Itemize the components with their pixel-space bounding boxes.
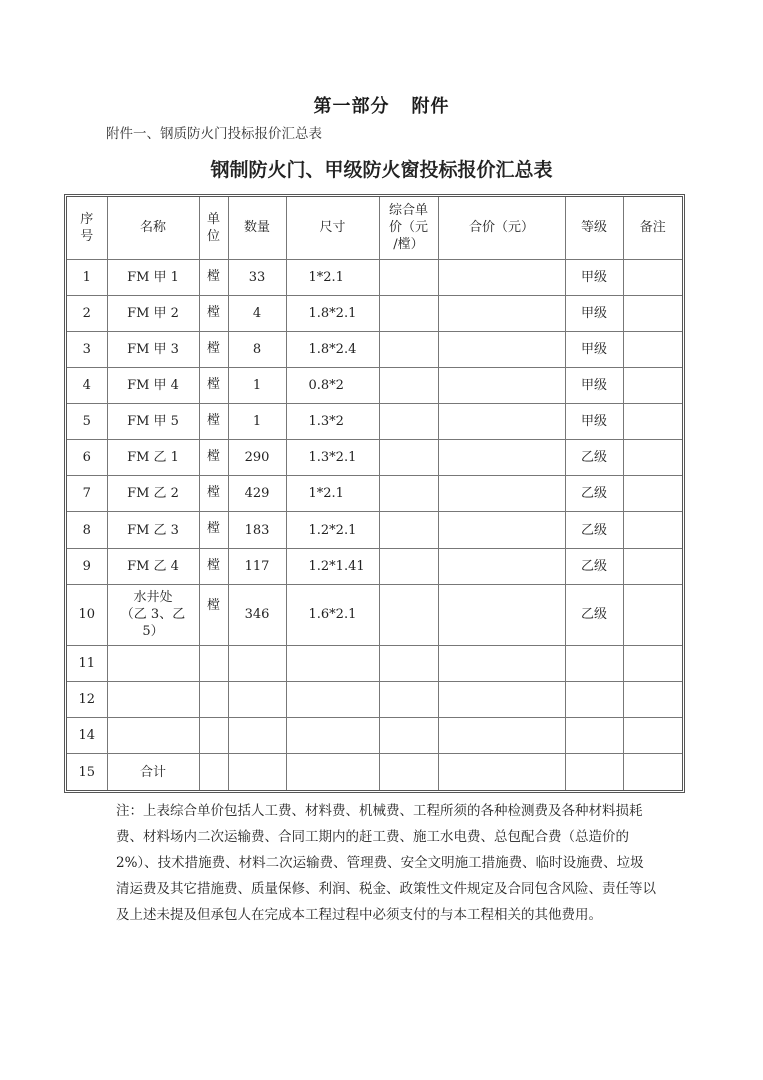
table-row <box>67 682 682 718</box>
cell-size: 1.2*2.1 <box>286 512 379 548</box>
cell-unit: 樘 <box>199 548 228 584</box>
cell-total <box>438 682 565 718</box>
cell-seq: 6 <box>67 440 107 476</box>
cell-remark <box>623 645 682 681</box>
cell-unit-price <box>379 512 438 548</box>
cell-unit-price <box>379 584 438 645</box>
cell-size: 1.3*2 <box>286 404 379 440</box>
cell-remark <box>623 259 682 295</box>
col-header-remark: 备注 <box>623 197 682 259</box>
cell-seq: 8 <box>67 512 107 548</box>
cell-unit <box>199 754 228 790</box>
cell-name: FM 甲 4 <box>107 368 199 404</box>
cell-unit: 樘 <box>199 295 228 331</box>
cell-unit: 樘 <box>199 512 228 548</box>
table-row <box>67 754 682 790</box>
cell-grade: 乙级 <box>565 584 623 645</box>
cell-name: FM 乙 2 <box>107 476 199 512</box>
cell-grade <box>565 645 623 681</box>
cell-seq: 4 <box>67 368 107 404</box>
cell-qty: 346 <box>228 584 286 645</box>
table-row <box>67 548 682 584</box>
cell-size <box>286 718 379 754</box>
cell-remark <box>623 331 682 367</box>
col-header-grade: 等级 <box>565 197 623 259</box>
cell-name: FM 乙 3 <box>107 512 199 548</box>
cell-remark <box>623 718 682 754</box>
part-title <box>0 92 763 118</box>
cell-unit-price <box>379 259 438 295</box>
cell-unit: 樘 <box>199 368 228 404</box>
cell-name <box>107 718 199 754</box>
cell-qty <box>228 754 286 790</box>
cell-unit-price <box>379 476 438 512</box>
cell-seq: 12 <box>67 682 107 718</box>
cell-unit: 樘 <box>199 440 228 476</box>
cell-grade <box>565 754 623 790</box>
cell-seq: 15 <box>67 754 107 790</box>
cell-size: 1.8*2.1 <box>286 295 379 331</box>
cell-qty: 290 <box>228 440 286 476</box>
footnote: 注：上表综合单价包括人工费、材料费、机械费、工程所须的各种检测费及各种材料损耗费、材料场内二次运输费、合同工期内的赶工费、施工水电费、总包配合费（总造价的 2%）、技术措施费、材料二次运输费、管理费、安全文明施工措施费、临时设施费、垃圾清运费及其它措施费、质量保修、利润、税金、政策性文件规定及合同包含风险、责任等以及上述未提及但承包人在完成本工程过程中必须支付的与本工程相关的其他费用。 <box>116 803 656 923</box>
cell-unit-price <box>379 368 438 404</box>
cell-grade <box>565 682 623 718</box>
cell-grade: 甲级 <box>565 295 623 331</box>
cell-remark <box>623 584 682 645</box>
cell-seq: 7 <box>67 476 107 512</box>
table-row <box>67 331 682 367</box>
cell-unit: 樘 <box>199 476 228 512</box>
cell-remark <box>623 440 682 476</box>
cell-size: 1.2*1.41 <box>286 548 379 584</box>
cell-unit-price <box>379 645 438 681</box>
cell-total <box>438 754 565 790</box>
cell-total <box>438 440 565 476</box>
col-header-seq: 序 号 <box>67 197 107 259</box>
cell-total <box>438 476 565 512</box>
cell-remark <box>623 512 682 548</box>
col-header-unit-price: 综合单 价（元 /樘） <box>379 197 438 259</box>
cell-unit-price <box>379 331 438 367</box>
cell-grade <box>565 718 623 754</box>
cell-qty: 183 <box>228 512 286 548</box>
cell-size: 1.8*2.4 <box>286 331 379 367</box>
table-row <box>67 368 682 404</box>
table-row <box>67 584 682 645</box>
col-header-name: 名称 <box>107 197 199 259</box>
cell-total <box>438 718 565 754</box>
cell-remark <box>623 404 682 440</box>
cell-unit <box>199 682 228 718</box>
cell-qty: 8 <box>228 331 286 367</box>
cell-size <box>286 754 379 790</box>
cell-qty: 1 <box>228 368 286 404</box>
cell-seq: 5 <box>67 404 107 440</box>
cell-name: FM 甲 1 <box>107 259 199 295</box>
cell-total <box>438 584 565 645</box>
cell-size <box>286 645 379 681</box>
cell-seq: 9 <box>67 548 107 584</box>
cell-total <box>438 295 565 331</box>
cell-seq: 2 <box>67 295 107 331</box>
cell-total <box>438 259 565 295</box>
cell-size: 1*2.1 <box>286 476 379 512</box>
cell-grade: 乙级 <box>565 476 623 512</box>
cell-remark <box>623 754 682 790</box>
annex-subtitle: 附件一、钢质防火门投标报价汇总表 <box>106 126 322 142</box>
cell-unit-price <box>379 440 438 476</box>
cell-seq: 11 <box>67 645 107 681</box>
col-header-total: 合价（元） <box>438 197 565 259</box>
cell-grade: 甲级 <box>565 404 623 440</box>
cell-size <box>286 682 379 718</box>
cell-name: 合计 <box>107 754 199 790</box>
cell-seq: 14 <box>67 718 107 754</box>
cell-unit-price <box>379 718 438 754</box>
cell-unit: 樘 <box>199 259 228 295</box>
cell-unit-price <box>379 548 438 584</box>
cell-unit: 樘 <box>199 404 228 440</box>
cell-unit-price <box>379 682 438 718</box>
cell-seq: 1 <box>67 259 107 295</box>
col-header-size: 尺寸 <box>286 197 379 259</box>
table-row <box>67 718 682 754</box>
cell-unit: 樘 <box>199 331 228 367</box>
part-title-right: 附件 <box>411 96 450 117</box>
cell-unit <box>199 718 228 754</box>
table-title: 钢制防火门、甲级防火窗投标报价汇总表 <box>210 159 553 181</box>
quote-summary-table <box>64 194 685 793</box>
cell-size: 1*2.1 <box>286 259 379 295</box>
cell-size: 1.6*2.1 <box>286 584 379 645</box>
cell-unit-price <box>379 754 438 790</box>
cell-seq: 10 <box>67 584 107 645</box>
col-header-qty: 数量 <box>228 197 286 259</box>
cell-qty: 4 <box>228 295 286 331</box>
cell-remark <box>623 368 682 404</box>
cell-qty: 1 <box>228 404 286 440</box>
cell-name <box>107 645 199 681</box>
table-row <box>67 440 682 476</box>
cell-qty <box>228 718 286 754</box>
cell-qty: 429 <box>228 476 286 512</box>
part-title-left: 第一部分 <box>313 96 390 117</box>
cell-name: FM 甲 5 <box>107 404 199 440</box>
cell-name <box>107 682 199 718</box>
cell-total <box>438 645 565 681</box>
cell-remark <box>623 548 682 584</box>
table-header-row <box>67 197 682 259</box>
cell-unit-price <box>379 295 438 331</box>
cell-qty: 33 <box>228 259 286 295</box>
cell-grade: 乙级 <box>565 440 623 476</box>
cell-grade: 甲级 <box>565 368 623 404</box>
cell-grade: 甲级 <box>565 259 623 295</box>
cell-total <box>438 512 565 548</box>
cell-unit: 樘 <box>199 584 228 645</box>
cell-name: FM 甲 3 <box>107 331 199 367</box>
cell-remark <box>623 295 682 331</box>
cell-qty <box>228 645 286 681</box>
cell-total <box>438 404 565 440</box>
cell-grade: 甲级 <box>565 331 623 367</box>
cell-qty: 117 <box>228 548 286 584</box>
table-row <box>67 295 682 331</box>
table-row <box>67 476 682 512</box>
cell-remark <box>623 682 682 718</box>
cell-unit <box>199 645 228 681</box>
cell-remark <box>623 476 682 512</box>
cell-unit-price <box>379 404 438 440</box>
cell-size: 0.8*2 <box>286 368 379 404</box>
cell-grade: 乙级 <box>565 548 623 584</box>
cell-total <box>438 368 565 404</box>
table-row <box>67 512 682 548</box>
cell-seq: 3 <box>67 331 107 367</box>
col-header-unit: 单 位 <box>199 197 228 259</box>
table-row <box>67 259 682 295</box>
table-row <box>67 404 682 440</box>
cell-name: FM 乙 4 <box>107 548 199 584</box>
table-row <box>67 645 682 681</box>
cell-name: 水井处 （乙 3、乙 5） <box>107 584 199 645</box>
cell-grade: 乙级 <box>565 512 623 548</box>
cell-size: 1.3*2.1 <box>286 440 379 476</box>
cell-total <box>438 548 565 584</box>
cell-name: FM 甲 2 <box>107 295 199 331</box>
cell-total <box>438 331 565 367</box>
cell-qty <box>228 682 286 718</box>
cell-name: FM 乙 1 <box>107 440 199 476</box>
